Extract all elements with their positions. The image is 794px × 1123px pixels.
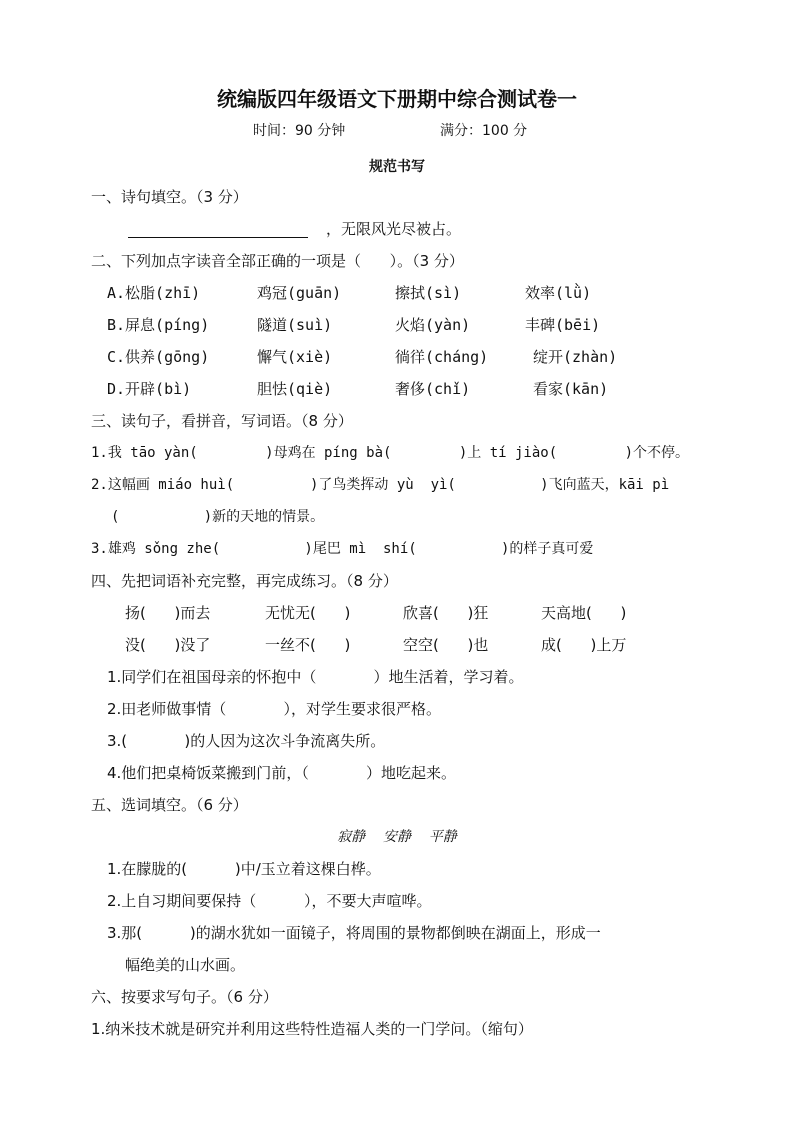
q4-sentence-3: 3.( )的人因为这次斗争流离失所。 [107, 732, 386, 750]
q3-sentence-2-cont: ( )新的天地的情景。 [111, 509, 325, 525]
full-score: 满分：100 分 [440, 123, 528, 139]
q2-option-a-word3: 擦拭(sì) [395, 284, 462, 302]
q2-option-b: B.屏息(píng) [107, 316, 210, 334]
q2-option-b-word2: 隧道(suì) [257, 316, 333, 334]
q5-word-choices: 寂静 安静 平静 [337, 829, 457, 845]
q5-heading: 五、选词填空。（6 分） [91, 796, 248, 814]
q4-idiom-3: 欣喜( )狂 [403, 604, 489, 622]
q2-option-d-word3: 奢侈(chǐ) [395, 380, 471, 398]
q3-sentence-3: 3.雄鸡 sǒng zhe( )尾巴 mì shí( )的样子真可爱 [91, 541, 594, 557]
q2-option-d-word4: 看家(kān) [533, 380, 609, 398]
q4-idiom-6: 一丝不( ) [265, 636, 351, 654]
q4-idiom-1: 扬( )而去 [125, 604, 211, 622]
q2-option-c-word3: 徜徉(cháng) [395, 348, 489, 366]
q5-sentence-3-cont: 幅绝美的山水画。 [125, 956, 246, 974]
q2-heading: 二、下列加点字读音全部正确的一项是（ ）。（3 分） [91, 252, 464, 270]
q1-answer-line[interactable] [128, 237, 308, 238]
q2-option-c: C.供养(gōng) [107, 348, 210, 366]
q2-option-a-word4: 效率(lǜ) [525, 284, 592, 302]
q4-idiom-2: 无忧无( ) [265, 604, 351, 622]
q2-option-c-word4: 绽开(zhàn) [533, 348, 618, 366]
q2-option-d-word2: 胆怯(qiè) [257, 380, 333, 398]
q1-heading: 一、诗句填空。（3 分） [91, 188, 248, 206]
q6-heading: 六、按要求写句子。（6 分） [91, 988, 278, 1006]
q4-sentence-1: 1.同学们在祖国母亲的怀抱中（ ）地生活着，学习着。 [107, 668, 524, 686]
q4-idiom-7: 空空( )也 [403, 636, 489, 654]
q2-option-d: D.开辟(bì) [107, 380, 192, 398]
q5-sentence-3: 3.那( )的湖水犹如一面镜子，将周围的景物都倒映在湖面上，形成一 [107, 924, 601, 942]
exam-title: 统编版四年级语文下册期中综合测试卷一 [217, 87, 577, 111]
time-limit: 时间：90 分钟 [253, 123, 346, 139]
q5-sentence-1: 1.在朦胧的( )中/玉立着这棵白桦。 [107, 860, 381, 878]
q3-sentence-2: 2.这幅画 miáo huì( )了鸟类挥动 yù yì( )飞向蓝天，kāi pì [91, 477, 670, 493]
q3-heading: 三、读句子，看拼音，写词语。（8 分） [91, 412, 353, 430]
q2-option-a-word2: 鸡冠(guān) [257, 284, 342, 302]
q4-idiom-5: 没( )没了 [125, 636, 211, 654]
q2-option-b-word4: 丰碑(bēi) [525, 316, 601, 334]
q4-idiom-8: 成( )上万 [541, 636, 627, 654]
q3-sentence-1: 1.我 tāo yàn( )母鸡在 píng bà( )上 tí jiào( )个不停。 [91, 445, 690, 461]
q1-line-tail: ，无限风光尽被占。 [326, 220, 462, 238]
section-title: 规范书写 [369, 159, 425, 175]
q2-option-b-word3: 火焰(yàn) [395, 316, 471, 334]
q4-sentence-2: 2.田老师做事情（ ），对学生要求很严格。 [107, 700, 442, 718]
q4-sentence-4: 4.他们把桌椅饭菜搬到门前，（ ）地吃起来。 [107, 764, 457, 782]
q2-option-c-word2: 懈气(xiè) [257, 348, 333, 366]
q6-sentence-1: 1.纳米技术就是研究并利用这些特性造福人类的一门学问。（缩句） [91, 1020, 533, 1038]
q2-option-a: A.松脂(zhī) [107, 284, 201, 302]
q4-heading: 四、先把词语补充完整，再完成练习。（8 分） [91, 572, 398, 590]
q5-sentence-2: 2.上自习期间要保持（ ），不要大声喧哗。 [107, 892, 432, 910]
q4-idiom-4: 天高地( ) [541, 604, 627, 622]
